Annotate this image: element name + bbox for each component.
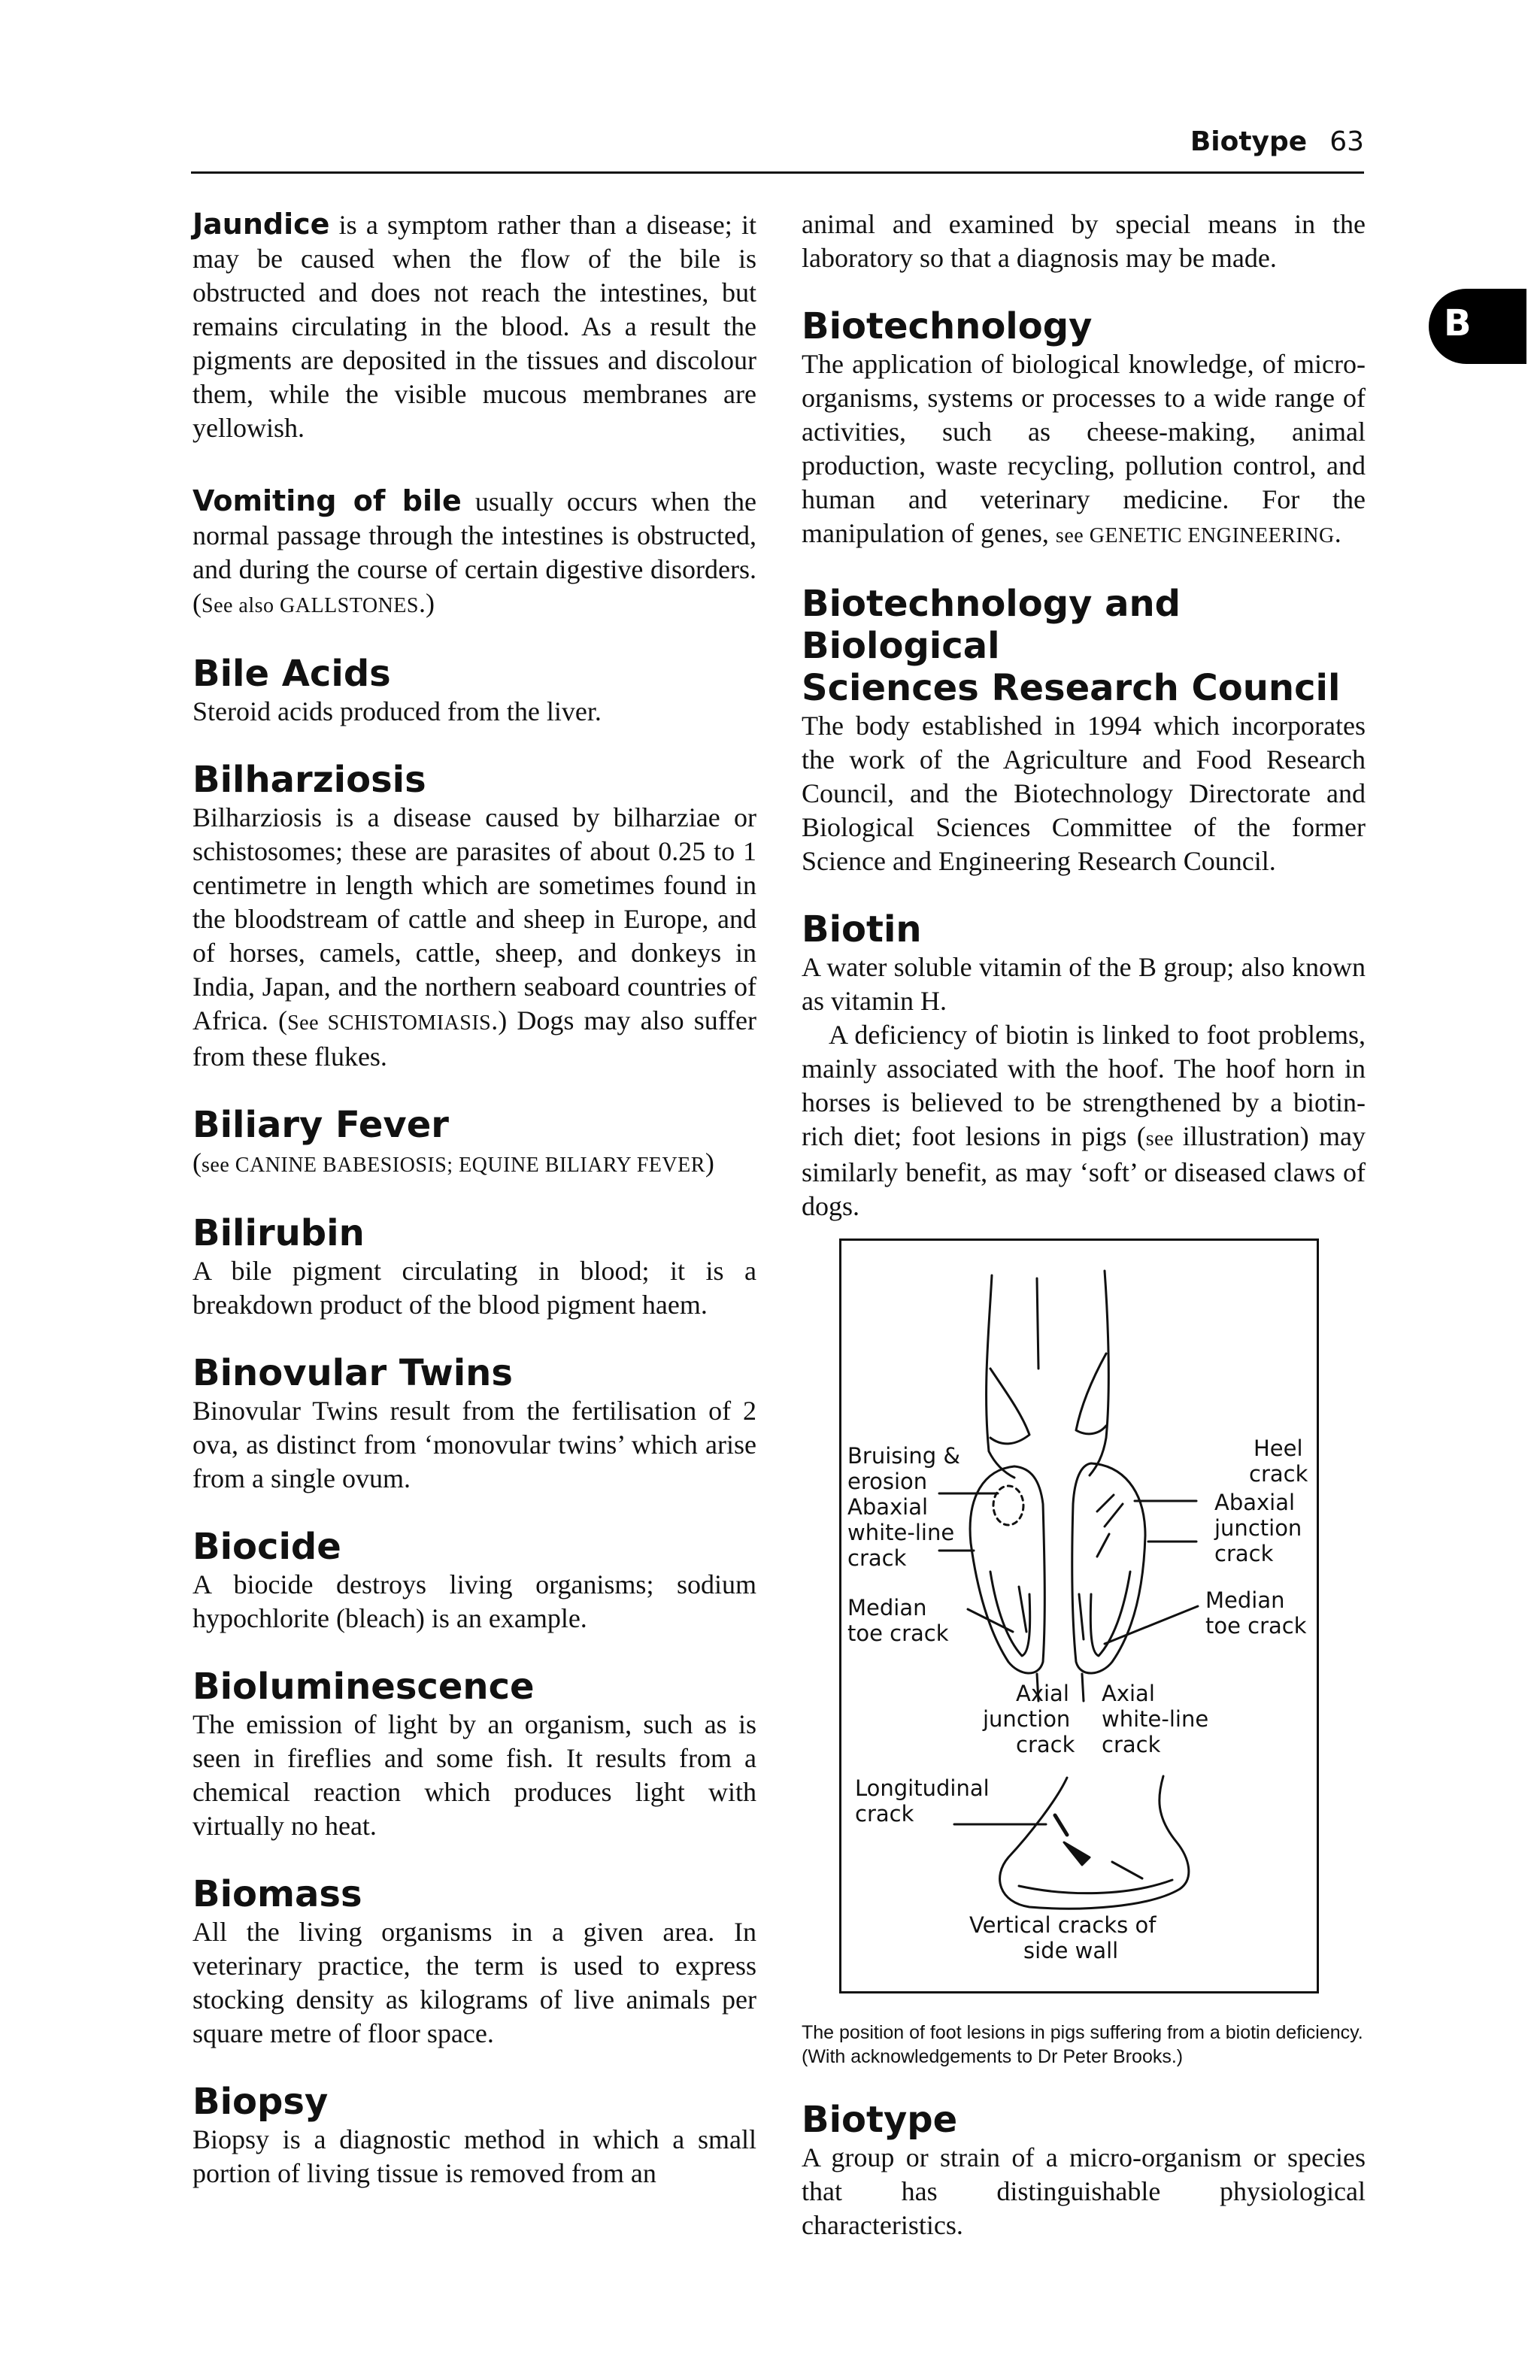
text-biotin-1: A water soluble vitamin of the B group; also known as vitamin H. <box>802 952 1366 1016</box>
label-bruising-2: erosion <box>847 1469 928 1494</box>
term-vomiting-of-bile: Vomiting of bile <box>192 484 462 517</box>
label-abaxial-j-1: Abaxial <box>1214 1490 1296 1515</box>
foot-lesion-diagram <box>841 1241 1317 1991</box>
heading-biomass: Biomass <box>192 1873 362 1915</box>
text-biocide: A biocide destroys living organisms; sodium hypochlorite (bleach) is an example. <box>192 1569 756 1633</box>
pointer-median-right <box>1105 1606 1198 1644</box>
text-biopsy: Biopsy is a diagnostic method in which a small portion of living tissue is removed from an <box>192 2124 756 2188</box>
leg-inner-line <box>1037 1278 1038 1369</box>
longitudinal-crack <box>1055 1815 1067 1835</box>
running-header <box>191 126 1364 174</box>
heading-biotin: Biotin <box>802 908 922 950</box>
bilharziosis-close: .) Dogs may also suffer from these flukes. <box>192 1005 756 1072</box>
label-abaxial-j-3: crack <box>1214 1541 1274 1566</box>
heading-bile-acids: Bile Acids <box>192 653 391 695</box>
biotin-text2a: A deficiency of biotin is linked to foot problems, mainly associated with the hoof. The hoof horn in horses is believed to be strengthened by a biotin-rich diet; foot lesions in pigs ( <box>802 1020 1366 1151</box>
heading-biocide: Biocide <box>192 1526 341 1568</box>
label-axial-wl-1: Axial <box>1102 1681 1155 1706</box>
label-axial-j-2: junction <box>983 1706 1071 1732</box>
text-binovular-twins: Binovular Twins result from the fertilisation of 2 ova, as distinct from ‘monovular twins’ which arise from a single ovum. <box>192 1396 756 1493</box>
biliary-see: see <box>202 1154 235 1177</box>
biliary-open: ( <box>192 1148 202 1178</box>
section-tab[interactable] <box>1429 289 1526 364</box>
xref-canine-babesiosis[interactable]: CANINE BABESIOSIS; EQUINE BILIARY FEVER <box>235 1154 705 1177</box>
dewclaw-left <box>990 1369 1029 1444</box>
label-vertical-1: Vertical cracks of <box>969 1912 1157 1938</box>
biotechnology-close: . <box>1334 518 1341 548</box>
label-median-left-1: Median <box>847 1595 927 1621</box>
text-bilharziosis <box>192 801 756 1074</box>
xref-schistomiasis[interactable]: SCHISTOMIASIS <box>327 1011 492 1035</box>
foot-lesion-figure <box>839 1239 1319 1993</box>
text-bioluminescence: The emission of light by an organism, such as is seen in fireflies and some fish. It results from a chemical reaction which produces light with virtually no heat. <box>192 1709 756 1841</box>
label-abaxial-wl-2: white-line <box>847 1520 955 1545</box>
leg-outline-right <box>1090 1271 1108 1475</box>
page-number: 63 <box>1329 126 1364 157</box>
heading-biopsy: Biopsy <box>192 2081 329 2123</box>
label-heel-1: Heel <box>1254 1436 1303 1461</box>
right-column <box>802 208 1366 2242</box>
label-median-left-2: toe crack <box>847 1621 949 1646</box>
entry-jaundice <box>192 208 756 445</box>
entry-vomiting-of-bile <box>192 484 756 623</box>
bilharziosis-text: Bilharziosis is a disease caused by bilharziae or schistosomes; these are parasites of about 0.25 to 1 centimetre in length which are sometimes found in the bloodstream of cattle and sheep in Europe, and of horses, camels, cattle, sheep, and donkeys in India, Japan, and the northern seaboard countries of Africa. ( <box>192 802 756 1035</box>
crack-mark-1 <box>1097 1495 1123 1557</box>
biliary-close: ) <box>705 1148 714 1178</box>
label-longitudinal-1: Longitudinal <box>855 1775 990 1801</box>
label-axial-j-1: Axial <box>1016 1681 1069 1706</box>
heading-bioluminescence: Bioluminescence <box>192 1666 535 1708</box>
heading-biotechnology: Biotechnology <box>802 305 1093 347</box>
text-biotin-2 <box>802 1018 1366 1223</box>
heading-biotype: Biotype <box>802 2099 958 2141</box>
heading-bbsrc <box>802 583 1366 709</box>
label-longitudinal-2: crack <box>855 1801 914 1827</box>
text-bilirubin: A bile pigment circulating in blood; it is a breakdown product of the blood pigment haem. <box>192 1256 756 1320</box>
text-biomass: All the living organisms in a given area. In veterinary practice, the term is used to express stocking density as kilograms of live animals per square metre of floor space. <box>192 1917 756 2048</box>
biotechnology-text: The application of biological knowledge, of micro-organisms, systems or processes to a wide range of activities, such as cheese-making, animal production, waste recycling, pollution control, and human and veterinary medicine. For the manipulation of genes, <box>802 349 1366 548</box>
jaundice-text: is a symptom rather than a disease; it may be caused when the flow of the bile is obstructed and does not reach the intestines, but remains circulating in the blood. As a result the pigments are deposited in the tissues and discolour them, while the visible mucous membranes are yellowish. <box>192 210 756 443</box>
leg-outline <box>987 1275 1014 1478</box>
label-axial-j-3: crack <box>1016 1732 1075 1757</box>
label-abaxial-wl-1: Abaxial <box>847 1494 929 1520</box>
heading-bilharziosis: Bilharziosis <box>192 759 426 801</box>
bilharziosis-see: See <box>287 1011 328 1035</box>
label-median-right-1: Median <box>1205 1587 1285 1613</box>
xref-genetic-engineering[interactable]: GENETIC ENGINEERING <box>1089 524 1335 547</box>
text-biotype: A group or strain of a micro-organism or species that has distinguishable physiological characteristics. <box>802 2142 1366 2240</box>
vomiting-close: .) <box>418 588 435 618</box>
text-biliary-fever <box>192 1146 756 1182</box>
label-bruising-1: Bruising & <box>847 1443 961 1469</box>
bbsrc-title-line1: Biotechnology and Biological <box>802 583 1181 667</box>
label-axial-wl-3: crack <box>1102 1732 1161 1757</box>
vertical-crack-2 <box>1112 1862 1142 1878</box>
xref-gallstones[interactable]: GALLSTONES <box>280 594 419 617</box>
text-bile-acids: Steroid acids produced from the liver. <box>192 696 602 726</box>
text-bbsrc: The body established in 1994 which incorporates the work of the Agriculture and Food Research Council, and the Biotechnology Directorate and Biological Sciences Committee of the former Science and Engineering Research Council. <box>802 711 1366 876</box>
figure-caption: The position of foot lesions in pigs suffering from a biotin deficiency. (With acknowledgements to Dr Peter Brooks.) <box>802 2022 1363 2067</box>
header-title: Biotype <box>1190 126 1308 157</box>
heading-bilirubin: Bilirubin <box>192 1212 365 1254</box>
label-heel-2: crack <box>1249 1461 1308 1487</box>
label-axial-wl-2: white-line <box>1102 1706 1209 1732</box>
hoof-side-sole <box>1019 1880 1172 1893</box>
section-tab-letter: B <box>1444 302 1472 344</box>
vomiting-see: See also <box>202 594 280 617</box>
biotechnology-see: see <box>1055 524 1090 547</box>
biotin-text2b: illustration) may similarly benefit, as may ‘soft’ or diseased claws of dogs. <box>802 1121 1366 1221</box>
bbsrc-title-line2: Sciences Research Council <box>802 667 1341 709</box>
vomiting-text: usually occurs when the normal passage through the intestines is obstructed, and during the course of certain digestive disorders. ( <box>192 487 756 618</box>
claw-left <box>970 1466 1044 1673</box>
dewclaw-right <box>1076 1354 1106 1434</box>
vertical-crack-1 <box>1064 1842 1090 1865</box>
heading-biliary-fever: Biliary Fever <box>192 1104 449 1146</box>
pointer-axial-wl <box>1082 1674 1084 1701</box>
term-jaundice: Jaundice <box>192 208 330 241</box>
label-vertical-2: side wall <box>1023 1938 1119 1963</box>
heading-binovular-twins: Binovular Twins <box>192 1352 513 1394</box>
bruising-mark <box>993 1486 1023 1525</box>
label-median-right-2: toe crack <box>1205 1613 1307 1639</box>
text-biotechnology <box>802 347 1366 553</box>
header-text <box>1190 126 1364 157</box>
label-abaxial-wl-3: crack <box>847 1545 907 1571</box>
left-column <box>192 208 756 2191</box>
biotin-see: see <box>1145 1127 1183 1151</box>
text-biopsy-continued: animal and examined by special means in the laboratory so that a diagnosis may be made. <box>802 209 1366 273</box>
label-abaxial-j-2: junction <box>1214 1515 1302 1541</box>
